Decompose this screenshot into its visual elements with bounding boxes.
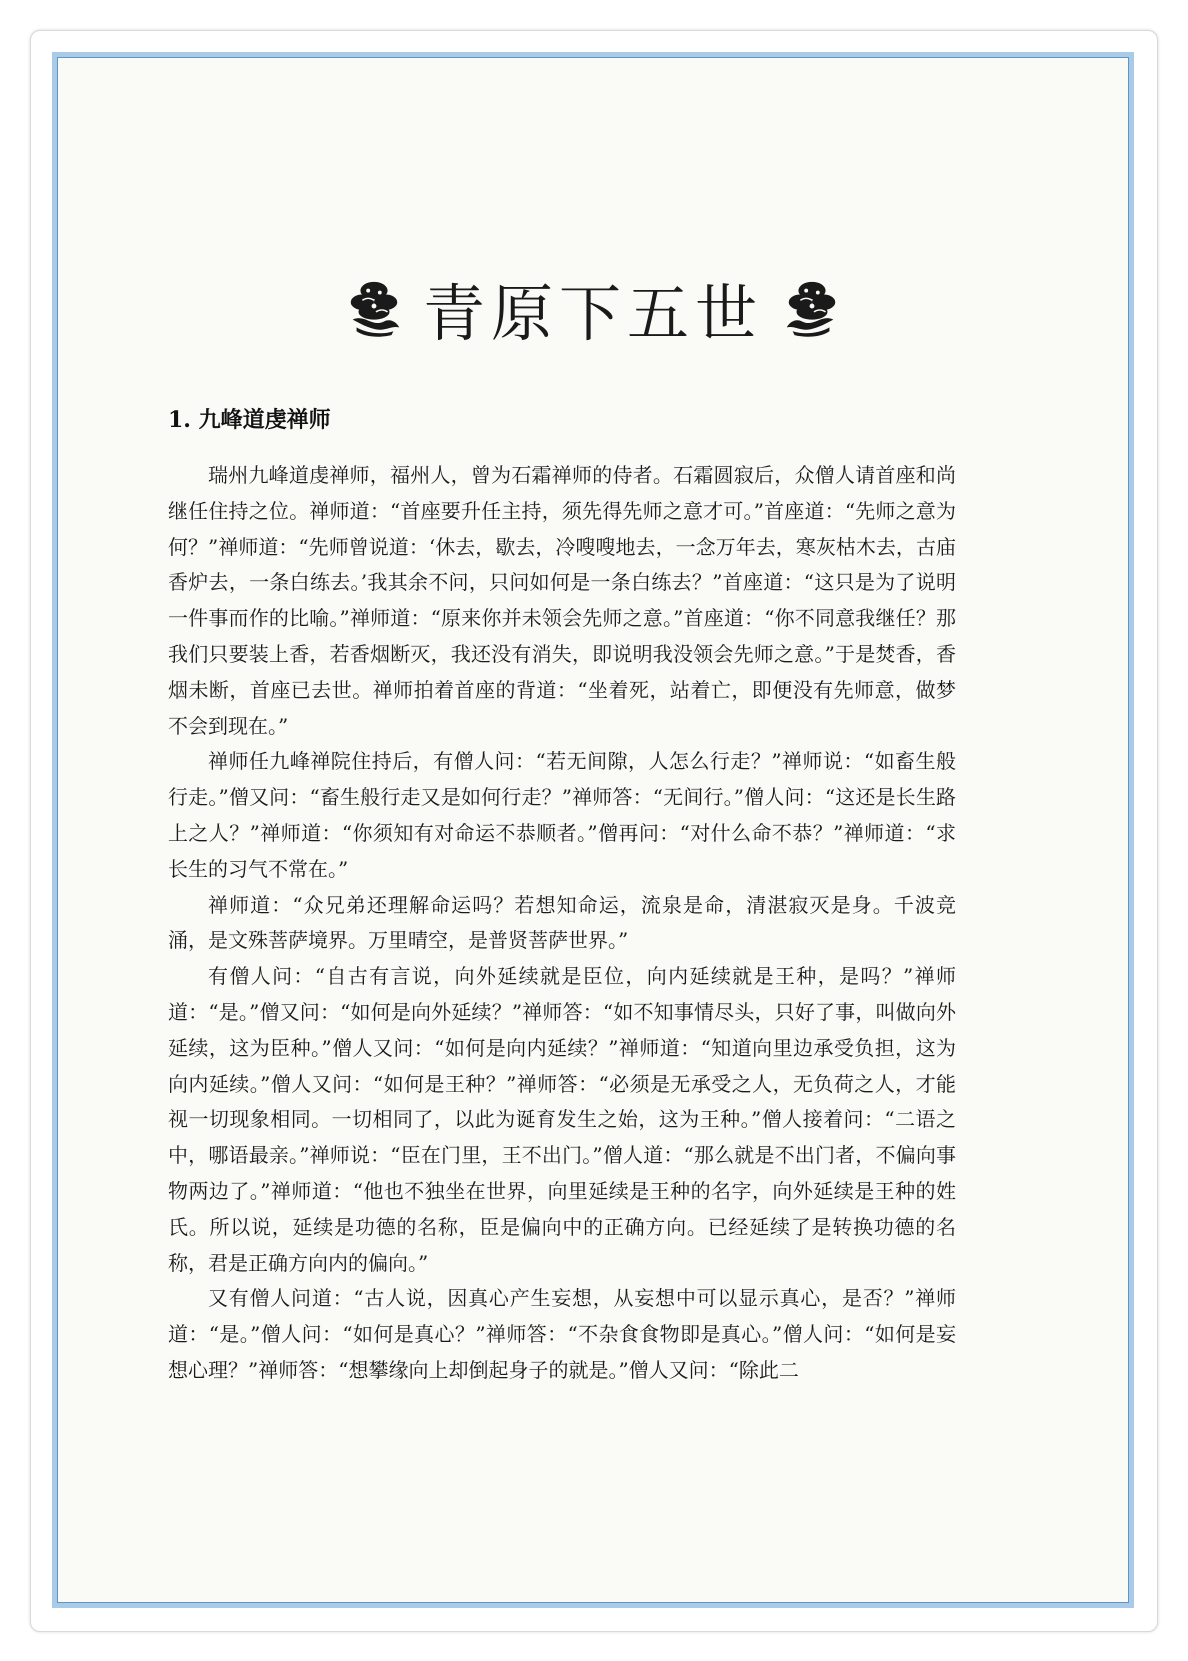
title-row: [58, 263, 1128, 353]
section-heading: 1. 九峰道虔禅师: [168, 407, 331, 433]
cloud-ornament-icon: [781, 277, 843, 339]
page-title: 青原下五世: [422, 276, 763, 350]
paragraph: 瑞州九峰道虔禅师，福州人，曾为石霜禅师的侍者。石霜圆寂后，众僧人请首座和尚继任住持之位。禅师道：“首座要升任主持，须先得先师之意才可。”首座道：“先师之意为何？”禅师道：“先师曾说道：‘休去，歇去，冷嗖嗖地去，一念万年去，寒灰枯木去，古庙香炉去，一条白练去。’我其余不问，只问如何是一条白练去？”首座道：“这只是为了说明一件事而作的比喻。”禅师道：“原来你并未领会先师之意。”首座道：“你不同意我继任？那我们只要装上香，若香烟断灭，我还没有消失，即说明我没领会先师之意。”于是焚香，香烟未断，首座已去世。禅师拍着首座的背道：“坐着死，站着亡，即便没有先师意，做梦不会到现在。”: [168, 463, 956, 738]
paragraph: 禅师道：“众兄弟还理解命运吗？若想知命运，流泉是命，清湛寂灭是身。千波竞涌，是文殊菩萨境界。万里晴空，是普贤菩萨世界。”: [168, 892, 956, 953]
body-text: [168, 458, 956, 1389]
paragraph: 又有僧人问道：“古人说，因真心产生妄想，从妄想中可以显示真心，是否？”禅师道：“是。”僧人问：“如何是真心？”禅师答：“不杂食食物即是真心。”僧人问：“如何是妄想心理？”禅师答：“想攀缘向上却倒起身子的就是。”僧人又问：“除此二: [168, 1286, 956, 1382]
paragraph: 有僧人问：“自古有言说，向外延续就是臣位，向内延续就是王种，是吗？”禅师道：“是。”僧又问：“如何是向外延续？”禅师答：“如不知事情尽头，只好了事，叫做向外延续，这为臣种。”僧人又问：“如何是向内延续？”禅师道：“知道向里边承受负担，这为向内延续。”僧人又问：“如何是王种？”禅师答：“必须是无承受之人，无负荷之人，才能视一切现象相同。一切相同了，以此为诞育发生之始，这为王种。”僧人接着问：“二语之中，哪语最亲。”禅师说：“臣在门里，王不出门。”僧人道：“那么就是不出门者，不偏向事物两边了。”禅师道：“他也不独坐在世界，向里延续是王种的名字，向外延续是王种的姓氏。所以说，延续是功德的名称，臣是偏向中的正确方向。已经延续了是转换功德的名称，君是正确方向内的偏向。”: [168, 964, 956, 1275]
page-border: [52, 52, 1134, 1608]
paragraph: 禅师任九峰禅院住持后，有僧人问：“若无间隙，人怎么行走？”禅师说：“如畜生般行走。”僧又问：“畜生般行走又是如何行走？”禅师答：“无间行。”僧人问：“这还是长生路上之人？”禅师道：“你须知有对命运不恭顺者。”僧再问：“对什么命不恭？”禅师道：“求长生的习气不常在。”: [168, 749, 956, 881]
cloud-ornament-icon: [343, 277, 405, 339]
page-content: [57, 57, 1129, 1603]
